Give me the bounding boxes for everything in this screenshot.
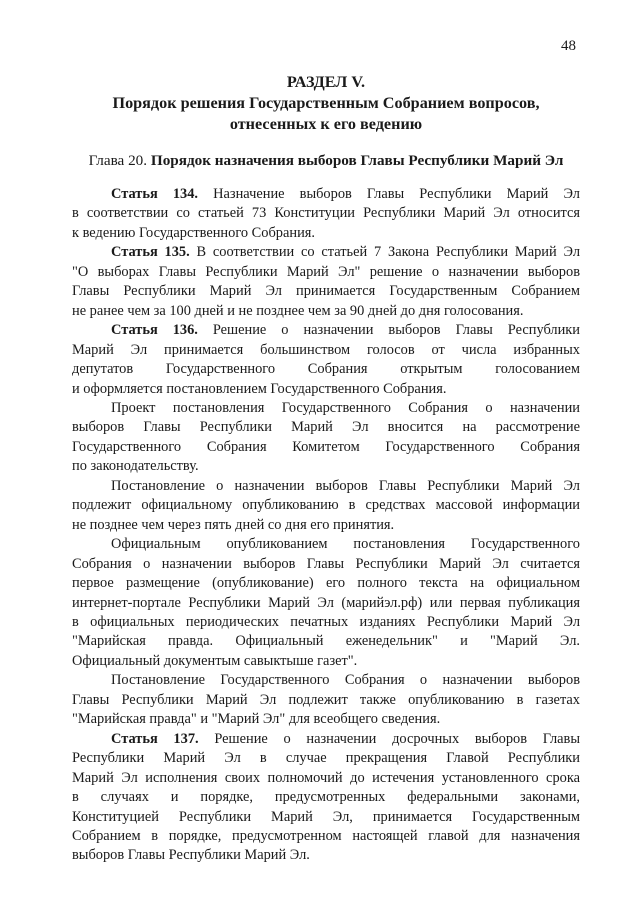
paragraph-line: не позднее чем через пять дней со дня его принятия. (72, 516, 395, 533)
paragraph-line: в соответствии со статьей 73 Конституции Республики Марий Эл относится (72, 205, 580, 222)
section-title: РАЗДЕЛ V. (286, 73, 366, 91)
paragraph (72, 477, 580, 535)
chapter-title: Порядок назначения выборов Главы Республики Марий Эл (150, 152, 564, 169)
paragraph (72, 535, 580, 671)
paragraph (72, 185, 580, 243)
article-label: Статья 134. (111, 186, 199, 202)
line-text: Официальным опубликованием постановления Государственного (111, 536, 580, 553)
paragraph-line: "Марийская правда" и "Марий Эл" для всеобщего сведения. (72, 711, 441, 728)
paragraph-line: интернет-портале Республики Марий Эл (марийэл.рф) или первая публикация (72, 594, 580, 611)
paragraph-line (72, 535, 580, 554)
paragraph-line: "Марийская правда. Официальный еженедельник" и "Марий Эл. (72, 633, 580, 650)
paragraph-line: выборов Главы Республики Марий Эл. (72, 847, 310, 864)
paragraph-line: к ведению Государственного Собрания. (72, 224, 315, 241)
paragraph-line (72, 477, 580, 496)
line-text: Назначение выборов Главы Республики Марий Эл (198, 186, 580, 202)
chapter-heading (72, 152, 580, 170)
paragraph-line (72, 399, 580, 418)
paragraph-line (72, 185, 580, 204)
paragraph-line: Собрания о назначении выборов Главы Республики Марий Эл считается (72, 555, 580, 572)
section-subtitle-line-2: отнесенных к его ведению (229, 115, 423, 133)
article-label: Статья 136. (111, 322, 198, 339)
paragraph-line: в случаях и порядке, предусмотренных федеральными законами, (72, 789, 580, 806)
paragraph (72, 399, 580, 477)
paragraph-line: Государственного Собрания Комитетом Государственного Собрания (72, 438, 580, 455)
paragraph-line: выборов Главы Республики Марий Эл вносится на рассмотрение (72, 419, 580, 436)
paragraph-line (72, 730, 580, 749)
chapter-label: Глава 20. (88, 152, 148, 169)
paragraph-line: по законодательству. (72, 458, 199, 475)
page-number: 48 (561, 38, 576, 54)
document-body (72, 185, 580, 866)
article-label: Статья 137. (111, 730, 199, 747)
section-heading (72, 72, 580, 135)
paragraph-line: "О выборах Главы Республики Марий Эл" решение о назначении выборов (72, 263, 580, 280)
paragraph (72, 671, 580, 729)
line-text: Проект постановления Государственного Собрания о назначении (111, 399, 580, 416)
paragraph-line: не ранее чем за 100 дней и не позднее чем за 90 дней до дня голосования. (72, 302, 524, 319)
paragraph-line: Конституцией Республики Марий Эл, принимается Государственным (72, 808, 580, 825)
line-text: Постановление о назначении выборов Главы Республики Марий Эл (111, 477, 580, 494)
paragraph-line: Собранием в порядке, предусмотренном настоящей главой для назначения (72, 827, 580, 844)
section-subtitle-line-1: Порядок решения Государственным Собранием вопросов, (112, 94, 540, 112)
paragraph-line: Марий Эл исполнения своих полномочий до истечения установленного срока (72, 769, 580, 786)
paragraph-line: Главы Республики Марий Эл подлежит также опубликованию в газетах (72, 691, 580, 708)
line-text: Решение о назначении досрочных выборов Главы (198, 730, 580, 747)
paragraph-line: Официальный документым савыктыше газет". (72, 652, 358, 669)
line-text: Решение о назначении выборов Главы Республики (197, 322, 580, 339)
paragraph-line (72, 243, 580, 262)
paragraph-line: в официальных периодических печатных изданиях Республики Марий Эл (72, 613, 580, 630)
paragraph (72, 730, 580, 866)
line-text: Постановление Государственного Собрания о назначении выборов (111, 672, 580, 689)
paragraph-line: Республики Марий Эл в случае прекращения Главой Республики (72, 750, 580, 767)
paragraph-line (72, 321, 580, 340)
paragraph-line (72, 671, 580, 690)
paragraph-line: Марий Эл принимается большинством голосов от числа избранных (72, 341, 580, 358)
paragraph-line: подлежит официальному опубликованию в средствах массовой информации (72, 497, 580, 514)
paragraph-line: депутатов Государственного Собрания открытым голосованием (72, 361, 580, 378)
paragraph-line: и оформляется постановлением Государственного Собрания. (72, 380, 447, 397)
paragraph (72, 243, 580, 321)
article-label: Статья 135. (111, 244, 190, 261)
line-text: В соответствии со статьей 7 Закона Республики Марий Эл (189, 244, 580, 261)
paragraph-line: Главы Республики Марий Эл принимается Государственным Собранием (72, 283, 580, 300)
paragraph (72, 321, 580, 399)
paragraph-line: первое размещение (опубликование) его полного текста на официальном (72, 575, 580, 592)
